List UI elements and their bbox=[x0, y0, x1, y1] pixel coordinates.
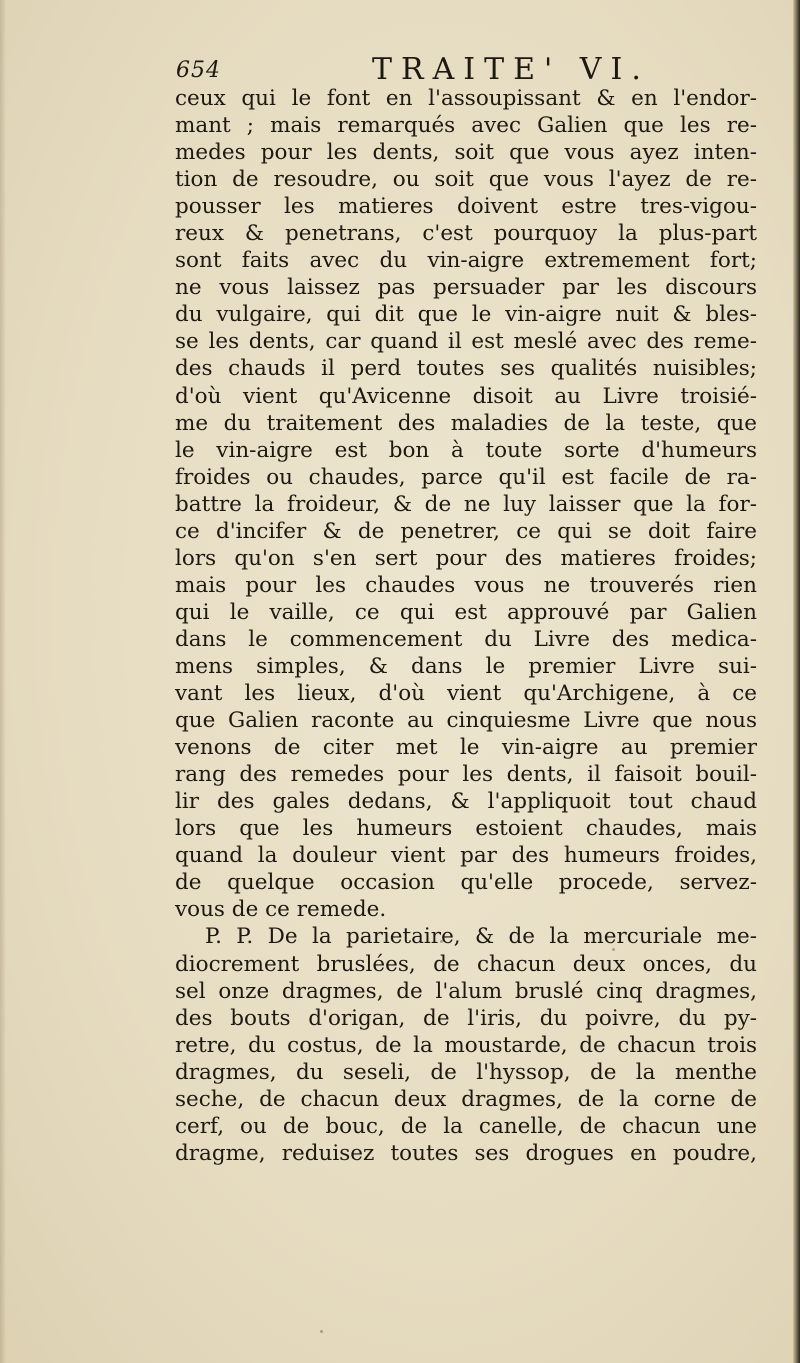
text-line: tion de resoudre, ou soit que vous l'ayez de re- bbox=[175, 167, 757, 193]
text-line: lir des gales dedans, & l'appliquoit tout chaud bbox=[175, 789, 757, 815]
running-title: TRAITE' VI. bbox=[372, 52, 650, 87]
text-line: le vin-aigre est bon à toute sorte d'humeurs bbox=[175, 437, 757, 463]
text-line: se les dents, car quand il est meslé avec des reme- bbox=[175, 329, 757, 355]
text-line: qui le vaille, ce qui est approuvé par Galien bbox=[175, 599, 757, 625]
text-line-paragraph-end: vous de ce remede. bbox=[175, 897, 387, 923]
text-line: rang des remedes pour les dents, il faisoit bouil- bbox=[175, 762, 757, 788]
text-line: quand la douleur vient par des humeurs froides, bbox=[175, 843, 757, 869]
text-line: venons de citer met le vin-aigre au premier bbox=[175, 735, 757, 761]
text-line: dragme, reduisez toutes ses drogues en poudre, bbox=[175, 1140, 757, 1166]
text-line: me du traitement des maladies de la teste, que bbox=[175, 410, 757, 436]
text-line: lors qu'on s'en sert pour des matieres froides; bbox=[175, 545, 757, 571]
text-line: mens simples, & dans le premier Livre sui- bbox=[175, 653, 757, 679]
text-line: vant les lieux, d'où vient qu'Archigene, à ce bbox=[175, 681, 757, 707]
text-line: diocrement bruslées, de chacun deux onces, du bbox=[175, 951, 757, 977]
text-line: des chauds il perd toutes ses qualités nuisibles; bbox=[175, 356, 757, 382]
page-header bbox=[172, 50, 772, 90]
paper-speck bbox=[320, 1330, 323, 1333]
text-line-paragraph-start: P. P. De la parietaire, & de la mercuriale me- bbox=[205, 924, 757, 950]
text-line: ceux qui le font en l'assoupissant & en l'endor- bbox=[175, 86, 757, 111]
text-line: froides ou chaudes, parce qu'il est facile de ra- bbox=[175, 464, 757, 490]
text-line: mais pour les chaudes vous ne trouverés rien bbox=[175, 572, 757, 598]
text-line: mant ; mais remarqués avec Galien que les re- bbox=[175, 113, 757, 139]
page-number: 654 bbox=[176, 58, 221, 83]
body-text bbox=[175, 85, 757, 1167]
text-line: pousser les matieres doivent estre tres-vigou- bbox=[175, 194, 757, 220]
page-shadow-left bbox=[0, 0, 6, 1363]
text-line: d'où vient qu'Avicenne disoit au Livre troisié- bbox=[175, 383, 757, 409]
text-line: ce d'incifer & de penetrer, ce qui se doit faire bbox=[175, 518, 757, 544]
text-line: sont faits avec du vin-aigre extremement fort; bbox=[175, 248, 757, 274]
page-edge-right bbox=[793, 0, 800, 1363]
text-line: du vulgaire, qui dit que le vin-aigre nuit & bles- bbox=[175, 302, 757, 328]
text-line: ne vous laissez pas persuader par les discours bbox=[175, 275, 757, 301]
text-line: dragmes, du seseli, de l'hyssop, de la menthe bbox=[175, 1059, 757, 1085]
text-line: cerf, ou de bouc, de la canelle, de chacun une bbox=[175, 1113, 757, 1139]
paper-speck bbox=[440, 940, 443, 943]
text-line: retre, du costus, de la moustarde, de chacun trois bbox=[175, 1032, 757, 1058]
text-line: de quelque occasion qu'elle procede, servez- bbox=[175, 870, 757, 896]
paper-speck bbox=[612, 948, 615, 951]
text-line: battre la froideur, & de ne luy laisser que la for- bbox=[175, 491, 757, 517]
text-line: que Galien raconte au cinquiesme Livre que nous bbox=[175, 708, 757, 734]
text-line: sel onze dragmes, de l'alum bruslé cinq dragmes, bbox=[175, 978, 757, 1004]
text-line: lors que les humeurs estoient chaudes, mais bbox=[175, 816, 757, 842]
text-line: medes pour les dents, soit que vous ayez inten- bbox=[175, 140, 757, 166]
text-line: reux & penetrans, c'est pourquoy la plus-part bbox=[175, 221, 757, 247]
text-line: dans le commencement du Livre des medica- bbox=[175, 626, 757, 652]
text-line: des bouts d'origan, de l'iris, du poivre, du py- bbox=[175, 1005, 757, 1031]
text-line: seche, de chacun deux dragmes, de la corne de bbox=[175, 1086, 757, 1112]
